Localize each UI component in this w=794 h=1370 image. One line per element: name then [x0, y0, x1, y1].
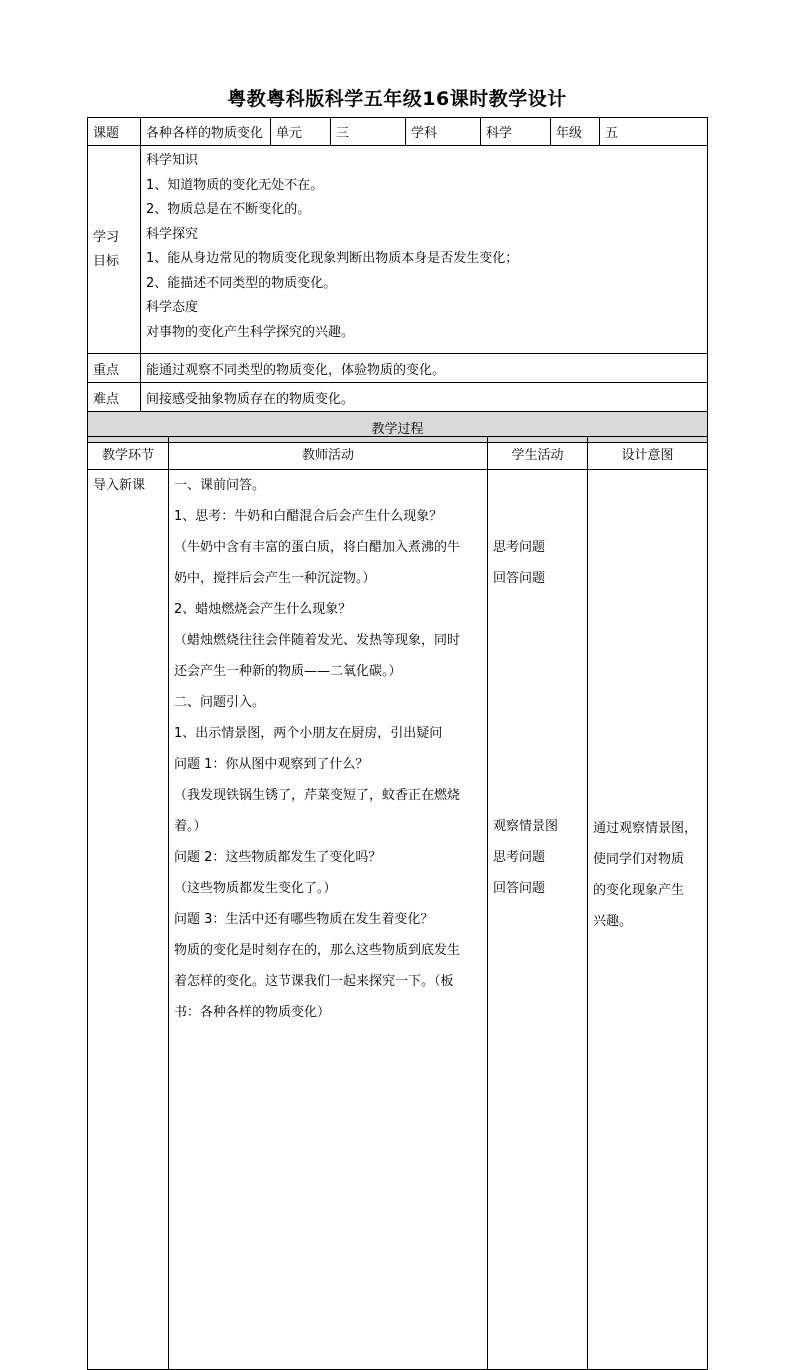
student-line: 回答问题	[493, 571, 546, 586]
goal-line: 科学知识	[146, 153, 199, 168]
goals-label-line: 学习	[93, 229, 120, 245]
student-spacer	[493, 594, 582, 811]
unit-value: 三	[331, 118, 406, 146]
teacher-line: （蜡烛燃烧往往会伴随着发光、发热等现象，同时	[174, 633, 461, 648]
process-table	[87, 436, 708, 1370]
goals-content	[141, 146, 708, 354]
col-stage: 教学环节	[88, 437, 169, 470]
process-bar-label: 教学过程	[88, 412, 708, 443]
col-intent: 设计意图	[588, 437, 708, 470]
teacher-line: 1、思考：牛奶和白醋混合后会产生什么现象？	[174, 509, 443, 524]
student-line: 回答问题	[493, 881, 546, 896]
teacher-line: 2、蜡烛燃烧会产生什么现象？	[174, 602, 352, 617]
teacher-line: 问题 3：生活中还有哪些物质在发生着变化？	[174, 912, 434, 927]
goal-line: 1、能从身边常见的物质变化现象判断出物质本身是否发生变化；	[146, 251, 519, 266]
teacher-line: 书：各种各样的物质变化）	[174, 1005, 331, 1020]
intent-line: 兴趣。	[593, 914, 633, 929]
teacher-line: 着。）	[174, 819, 207, 834]
teacher-activity-cell	[169, 470, 488, 1370]
goals-row	[88, 146, 708, 354]
difficulty-row	[88, 383, 708, 412]
process-body-row	[88, 470, 708, 1370]
goal-line: 科学探究	[146, 226, 199, 242]
teacher-line: 着怎样的变化。这节课我们一起来探究一下。（板	[174, 974, 454, 989]
goals-label-line: 目标	[93, 253, 120, 269]
teacher-line: 1、出示情景图，两个小朋友在厨房，引出疑问	[174, 726, 443, 741]
goal-line: 科学态度	[146, 300, 199, 315]
header-row	[88, 118, 708, 146]
key-point-label: 重点	[88, 354, 141, 383]
student-activity-cell	[488, 470, 588, 1370]
teacher-line: 二、问题引入。	[174, 695, 266, 710]
teacher-line: 奶中，搅拌后会产生一种沉淀物。）	[174, 571, 376, 586]
teacher-line: 问题 2：这些物质都发生了变化吗？	[174, 850, 382, 865]
process-header-row	[88, 437, 708, 470]
teacher-line: 还会产生一种新的物质——二氧化碳。）	[174, 664, 402, 679]
student-line: 观察情景图	[493, 819, 559, 834]
goal-line: 2、物质总是在不断变化的。	[146, 202, 311, 217]
intent-line: 通过观察情景图，	[593, 821, 698, 836]
grade-label: 年级	[551, 118, 600, 146]
difficulty-label: 难点	[88, 383, 141, 412]
subject-label: 学科	[406, 118, 481, 146]
teacher-line: （我发现铁锅生锈了，芹菜变短了，蚊香正在燃烧	[174, 788, 461, 803]
key-point-value: 能通过观察不同类型的物质变化，体验物质的变化。	[141, 354, 708, 383]
teacher-line: 问题 1：你从图中观察到了什么？	[174, 757, 369, 772]
student-line: 思考问题	[493, 850, 546, 865]
col-teacher: 教师活动	[169, 437, 488, 470]
teacher-line: （牛奶中含有丰富的蛋白质，将白醋加入煮沸的牛	[174, 540, 461, 555]
col-student: 学生活动	[488, 437, 588, 470]
teacher-line: （这些物质都发生变化了。）	[174, 881, 337, 896]
lesson-plan-table	[87, 117, 708, 443]
student-line: 思考问题	[493, 540, 546, 555]
page-title: 粤教粤科版科学五年级16课时教学设计	[227, 88, 567, 110]
goals-label	[88, 146, 141, 354]
intent-line: 使同学们对物质	[593, 852, 685, 867]
intent-line: 的变化现象产生	[593, 883, 685, 898]
course-label: 课题	[88, 118, 141, 146]
key-point-row	[88, 354, 708, 383]
subject-value: 科学	[481, 118, 551, 146]
grade-value: 五	[600, 118, 708, 146]
teacher-line: 物质的变化是时刻存在的，那么这些物质到底发生	[174, 943, 461, 958]
difficulty-value: 间接感受抽象物质存在的物质变化。	[141, 383, 708, 412]
course-value: 各种各样的物质变化	[141, 118, 271, 146]
goal-line: 1、知道物质的变化无处不在。	[146, 177, 324, 193]
teacher-line: 一、课前问答。	[174, 478, 266, 493]
goal-line: 对事物的变化产生科学探究的兴趣。	[146, 324, 355, 340]
goal-line: 2、能描述不同类型的物质变化。	[146, 275, 337, 291]
stage-cell: 导入新课	[88, 470, 169, 1370]
design-intent-cell	[588, 470, 708, 1370]
unit-label: 单元	[271, 118, 331, 146]
